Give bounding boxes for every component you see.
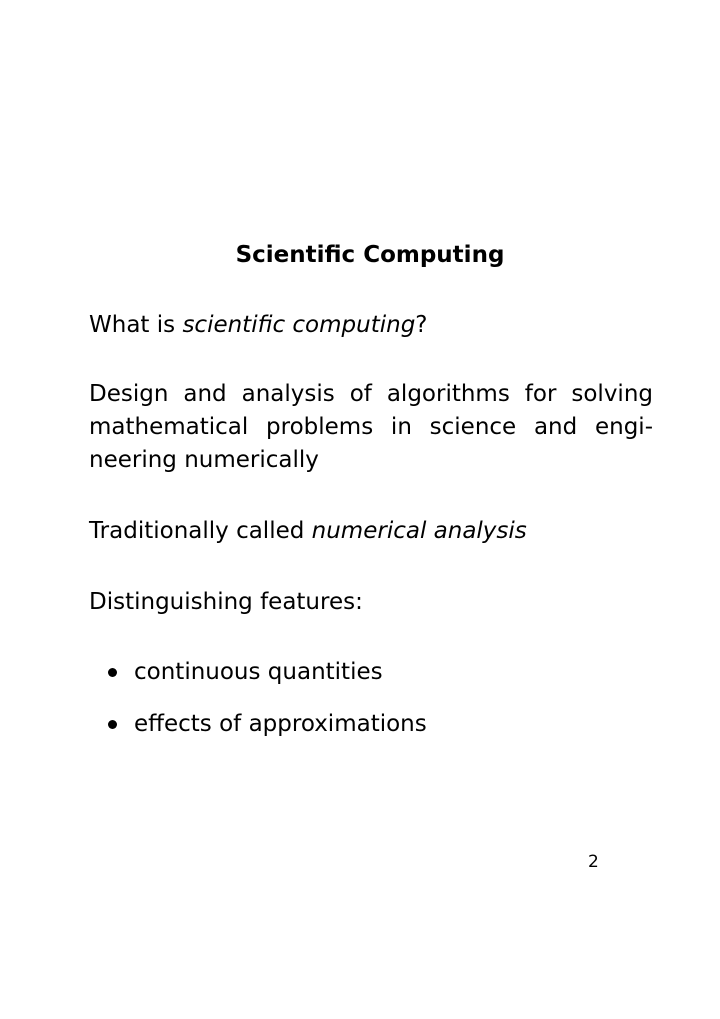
question-prefix: What is (89, 312, 183, 338)
question-text (89, 309, 653, 342)
definition-line-3: neering numerically (89, 447, 319, 473)
question-emphasis: scientific computing (182, 312, 416, 338)
traditional-name-text (89, 515, 653, 548)
feature-label: effects of approximations (134, 711, 427, 737)
feature-label: continuous quantities (134, 659, 383, 685)
bullet-icon (108, 720, 117, 729)
features-list (108, 656, 427, 760)
list-item (108, 656, 427, 689)
traditional-prefix: Traditionally called (89, 518, 312, 544)
features-heading: Distinguishing features: (89, 589, 363, 615)
slide-title: Scientific Computing (235, 242, 505, 268)
definition-line-1: Design and analysis of algorithms for solving (89, 381, 653, 407)
list-item (108, 708, 427, 741)
definition-paragraph (89, 378, 653, 477)
bullet-icon (108, 668, 117, 677)
definition-line-2: mathematical problems in science and engi- (89, 414, 653, 440)
question-suffix: ? (415, 312, 428, 338)
traditional-emphasis: numerical analysis (311, 518, 527, 544)
page-number: 2 (588, 852, 599, 872)
